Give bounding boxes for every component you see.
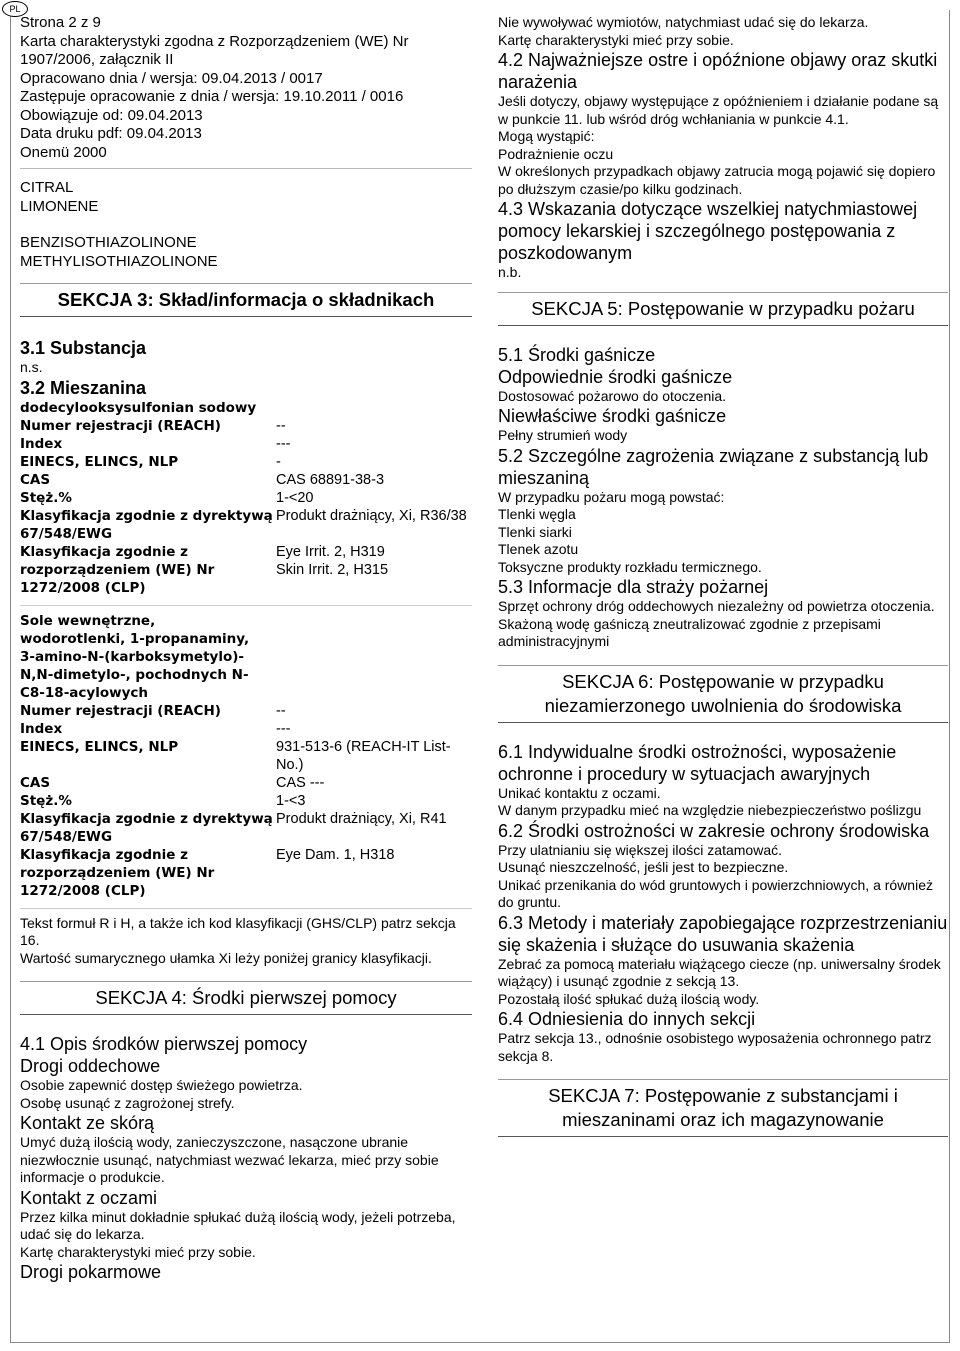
unsuitable-media-text: Pełny strumień wody (498, 427, 628, 443)
field-value: Produkt drażniący, Xi, R36/38 (276, 507, 467, 524)
right-column (498, 14, 948, 1137)
not-applicable: n.b. (498, 264, 522, 280)
ingredient-label: LIMONENE (20, 197, 99, 215)
environment-text: Przy ulatnianiu się większej ilości zatamować. (498, 841, 782, 858)
ingredient-label: METHYLISOTHIAZOLINONE (20, 252, 218, 270)
field-value: Eye Dam. 1, H318 (276, 846, 395, 863)
containment-text: Pozostałą ilość spłukać dużą ilością wody. (498, 990, 760, 1007)
note-r-h-phrases: Tekst formuł R i H, a także ich kod klasyfikacji (GHS/CLP) patrz sekcja 16. (20, 914, 456, 948)
field-value: 1-<20 (276, 489, 314, 506)
inhalation-text: Osobę usunąć z zagrożonej strefy. (20, 1094, 235, 1111)
subsection-5-2: 5.2 Szczególne zagrożenia związane z substancją lub mieszaniną (498, 445, 929, 488)
ingredient-label: CITRAL (20, 179, 74, 196)
page-number: Strona 2 z 9 (20, 14, 101, 31)
hazard-text: Tlenki siarki (498, 523, 572, 540)
subsection-4-1: 4.1 Opis środków pierwszej pomocy (20, 1034, 308, 1054)
field-label: EINECS, ELINCS, NLP (20, 453, 179, 470)
field-label: Stęż.% (20, 792, 72, 809)
component-name: dodecylooksysulfonian sodowy (20, 399, 257, 416)
subsection-6-2: 6.2 Środki ostrożności w zakresie ochrony środowiska (498, 820, 930, 841)
inhalation-heading: Drogi oddechowe (20, 1056, 161, 1076)
inhalation-text: Osobie zapewnić dostęp świeżego powietrza. (20, 1077, 303, 1093)
subsection-3-1: 3.1 Substancja (20, 338, 147, 358)
ingestion-text: Kartę charakterystyki mieć przy sobie. (498, 31, 734, 48)
left-column (20, 14, 472, 1283)
prepared-date: Opracowano dnia / wersja: 09.04.2013 / 0017 (20, 69, 323, 87)
replaces-date: Zastępuje opracowanie z dnia / wersja: 19.10.2011 / 0016 (20, 88, 404, 105)
field-label: EINECS, ELINCS, NLP (20, 738, 179, 755)
section-6-title: SEKCJA 6: Postępowanie w przypadku niezamierzonego uwolnienia do środowiska (498, 665, 948, 723)
ingredient-label: BENZISOTHIAZOLINONE (20, 234, 197, 251)
symptoms-text: Mogą wystąpić: (498, 128, 595, 144)
field-value: 931-513-6 (REACH-IT List-No.) (276, 738, 451, 773)
field-label: CAS (20, 774, 51, 791)
reference-text: Patrz sekcja 13., odnośnie osobistego wyposażenia ochronnego patrz sekcja 8. (498, 1030, 932, 1064)
subsection-5-3: 5.3 Informacje dla straży pożarnej (498, 577, 769, 597)
field-value: -- (276, 417, 286, 434)
environment-text: Unikać przenikania do wód gruntowych i powierzchniowych, a również do gruntu. (498, 876, 933, 910)
component-1 (20, 399, 472, 597)
field-value: CAS --- (276, 774, 325, 791)
field-label: Klasyfikacja zgodnie z dyrektywą 67/548/EWG (20, 810, 273, 845)
subsection-6-3: 6.3 Metody i materiały zapobiegające rozprzestrzenianiu się skażenia i służące do usuwania skażenia (498, 912, 948, 955)
component-2 (20, 612, 472, 900)
print-date: Data druku pdf: 09.04.2013 (20, 125, 202, 142)
eye-contact-heading: Kontakt z oczami (20, 1187, 158, 1208)
field-value: - (276, 453, 281, 470)
hazard-text: Tlenki węgla (498, 506, 576, 522)
symptoms-text: Podrażnienie oczu (498, 145, 614, 162)
field-label: CAS (20, 471, 51, 488)
component-table (20, 702, 472, 900)
field-value: Eye Irrit. 2, H319 Skin Irrit. 2, H315 (276, 543, 389, 578)
section-4-title: SEKCJA 4: Środki pierwszej pomocy (20, 981, 472, 1015)
field-label: Numer rejestracji (REACH) (20, 417, 221, 434)
skin-contact-heading: Kontakt ze skórą (20, 1113, 155, 1133)
subsection-4-3: 4.3 Wskazania dotyczące wszelkiej natychmiastowej pomocy lekarskiej i szczególnego postępowania z poszkodowanym (498, 199, 918, 263)
subsection-5-1: 5.1 Środki gaśnicze (498, 344, 656, 365)
subsection-6-1: 6.1 Indywidualne środki ostrożności, wyposażenie ochronne i procedury w sytuacjach awaryjnych (498, 741, 897, 784)
containment-text: Zebrać za pomocą materiału wiążącego ciecze (np. uniwersalny środek wiążący) i usunąć zgodnie z sekcją 13. (498, 955, 941, 989)
precautions-text: W danym przypadku mieć na względzie niebezpieczeństwo poślizgu (498, 802, 922, 818)
unsuitable-media-heading: Niewłaściwe środki gaśnicze (498, 406, 727, 426)
symptoms-text: W określonych przypadkach objawy zatrucia mogą pojawić się dopiero po dłuższym czasie/po kilku godzinach. (498, 163, 936, 197)
valid-from: Obowiązuje od: 09.04.2013 (20, 106, 203, 124)
field-label: Index (20, 435, 63, 452)
subsection-6-4: 6.4 Odniesienia do innych sekcji (498, 1009, 756, 1029)
product-name: Onemü 2000 (20, 143, 107, 161)
field-label: Numer rejestracji (REACH) (20, 702, 221, 719)
field-label: Klasyfikacja zgodnie z rozporządzeniem (WE) Nr 1272/2008 (CLP) (20, 846, 215, 899)
firefighter-text: Skażoną wodę gaśniczą zneutralizować zgodnie z przepisami administracyjnymi (498, 615, 881, 649)
not-applicable: n.s. (20, 359, 43, 375)
section-7-title: SEKCJA 7: Postępowanie z substancjami i mieszaninami oraz ich magazynowanie (498, 1079, 948, 1137)
field-value: -- (276, 702, 286, 719)
subsection-4-2: 4.2 Najważniejsze ostre i opóźnione objawy oraz skutki narażenia (498, 50, 938, 92)
hazard-text: W przypadku pożaru mogą powstać: (498, 488, 725, 505)
hazard-text: Tlenek azotu (498, 541, 579, 557)
field-value: --- (276, 435, 291, 452)
eye-contact-text: Kartę charakterystyki mieć przy sobie. (20, 1243, 256, 1260)
firefighter-text: Sprzęt ochrony dróg oddechowych niezależny od powietrza otoczenia. (498, 598, 935, 614)
header-divider (20, 168, 472, 169)
field-label: Index (20, 720, 63, 737)
ingestion-heading: Drogi pokarmowe (20, 1262, 162, 1282)
field-value: --- (276, 720, 291, 737)
field-label: Stęż.% (20, 489, 72, 506)
eye-contact-text: Przez kilka minut dokładnie spłukać dużą ilością wody, jeżeli potrzeba, udać się do lekarza. (20, 1208, 456, 1242)
field-label: Klasyfikacja zgodnie z rozporządzeniem (WE) Nr 1272/2008 (CLP) (20, 543, 215, 596)
component-name: Sole wewnętrzne, wodorotlenki, 1-propanaminy, 3-amino-N-(karboksymetylo)-N,N-dimetylo-, pochodnych N-C8-18-acylowych (20, 612, 250, 701)
language-badge: PL (2, 1, 28, 17)
field-value: 1-<3 (276, 792, 306, 809)
symptoms-text: Jeśli dotyczy, objawy występujące z opóźnieniem i działanie podane są w punkcie 11. lub wśród dróg wchłaniania w punkcie 4.1. (498, 93, 939, 127)
precautions-text: Unikać kontaktu z oczami. (498, 784, 661, 801)
ingestion-text: Nie wywoływać wymiotów, natychmiast udać się do lekarza. (498, 14, 869, 30)
field-value: Produkt drażniący, Xi, R41 (276, 810, 447, 827)
environment-text: Usunąć nieszczelność, jeśli jest to bezpieczne. (498, 859, 789, 875)
field-label: Klasyfikacja zgodnie z dyrektywą 67/548/EWG (20, 507, 273, 542)
section-3-title: SEKCJA 3: Skład/informacja o składnikach (20, 283, 472, 317)
suitable-media-heading: Odpowiednie środki gaśnicze (498, 366, 733, 387)
hazard-text: Toksyczne produkty rozkładu termicznego. (498, 558, 762, 575)
suitable-media-text: Dostosować pożarowo do otoczenia. (498, 387, 727, 404)
skin-contact-text: Umyć dużą ilością wody, zanieczyszczone, nasączone ubranie niezwłocznie usunąć, natychmiast wezwać lekarza, mieć przy sobie informacje o produkcie. (20, 1134, 439, 1185)
component-table (20, 417, 472, 597)
document-header (20, 14, 472, 162)
regulation-line: Karta charakterystyki zgodna z Rozporządzeniem (WE) Nr 1907/2006, załącznik II (20, 32, 409, 68)
field-value: CAS 68891-38-3 (276, 471, 385, 488)
subsection-3-2: 3.2 Mieszanina (20, 377, 147, 398)
note-xi-fraction: Wartość sumarycznego ułamka Xi leży poniżej granicy klasyfikacji. (20, 949, 432, 966)
section-5-title: SEKCJA 5: Postępowanie w przypadku pożaru (498, 292, 948, 326)
